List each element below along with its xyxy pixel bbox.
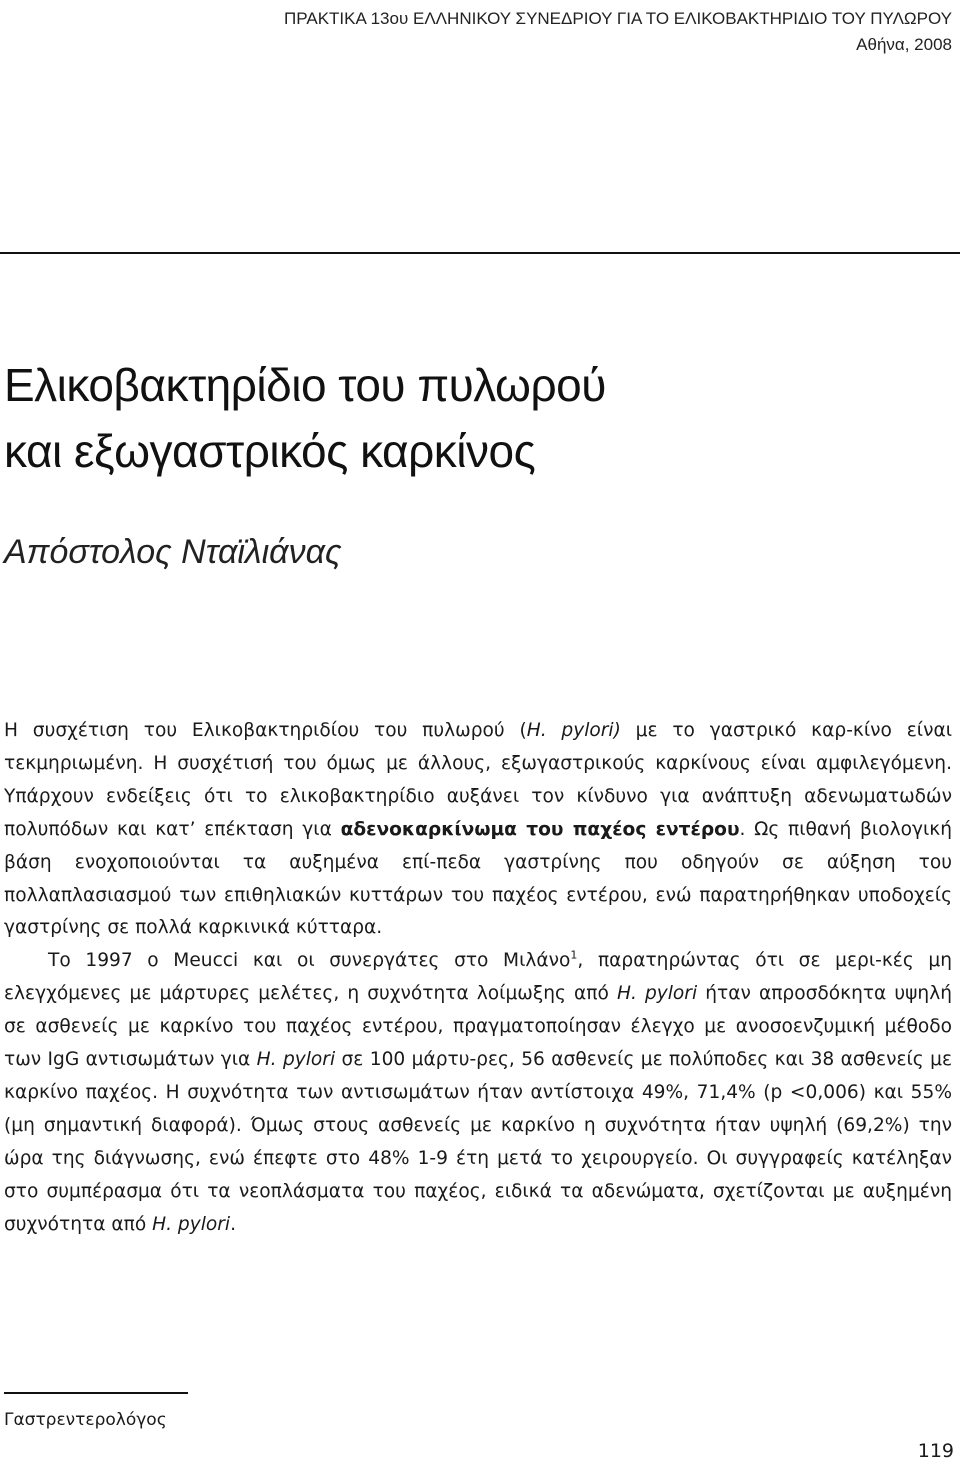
author-name: Απόστολος Νταϊλιάνας	[4, 533, 342, 571]
article-body	[4, 715, 952, 1242]
paragraph-2-text-d: σε 100 μάρτυ-ρες, 56 ασθενείς με πολύποδες και 38 ασθενείς με καρκίνο παχέος. Η συχνότητα των αντισωμάτων ήταν αντίστοιχα 49%, 71,4% (p <0,006) και 55% (μη σημαντική διαφορά). Όμως στους ασθενείς με καρκίνο η συχνότητα ήταν υψηλή (69,2%) την ώρα της διάγνωσης, ενώ έπεφτε στο 48% 1-9 έτη μετά το χειρουργείο. Οι συγγραφείς κατέληξαν στο συμπέρασμα ότι τα νεοπλάσματα του παχέος, ειδικά τα αδενώματα, σχετίζονται με αυξημένη συχνότητα από	[4, 1049, 952, 1235]
species-name: H. pylori)	[526, 720, 621, 741]
article-title	[4, 352, 606, 484]
paragraph-2-text-e: .	[230, 1213, 237, 1235]
running-header-location-date: Αθήνα, 2008	[856, 35, 952, 54]
species-name: H. pylori	[616, 983, 698, 1005]
running-header-title: ΠΡΑΚΤΙΚΑ 13ου ΕΛΛΗΝΙΚΟΥ ΣΥΝΕΔΡΙΟΥ ΓΙΑ ΤΟ ΕΛΙΚΟΒΑΚΤΗΡΙΔΙΟ ΤΟΥ ΠΥΛΩΡΟΥ	[284, 9, 952, 28]
reference-marker: 1	[570, 948, 578, 962]
species-name: H. pylori	[152, 1213, 231, 1235]
paragraph-1-text-c: . Ως πιθανή βιολογική βάση ενοχοποιούνται τα αυξημένα επί-πεδα γαστρίνης που οδηγούν σε αύξηση του πολλαπλασιασμού των επιθηλιακών κυττάρων του παχέος εντέρου, ενώ παρατηρήθηκαν υποδοχείς γαστρίνης σε πολλά καρκινικά κύτταρα.	[4, 818, 952, 939]
page-number: 119	[917, 1440, 954, 1462]
paragraph-2-text-b: , παρατηρώντας ότι σε μερι-κές μη ελεγχόμενες με μάρτυρες μελέτες, η συχνότητα λοίμωξης από	[4, 950, 952, 1005]
article-title-line-1: Ελικοβακτηρίδιο του πυλωρού	[4, 359, 606, 411]
paragraph-1-text-b: με το γαστρικό καρ-κίνο είναι τεκμηριωμένη. Η συσχέτισή του όμως με άλλους, εξωγαστρικούς καρκίνους είναι αμφιλεγόμενη. Υπάρχουν ενδείξεις ότι το ελικοβακτηρίδιο αυξάνει τον κίνδυνο για ανάπτυξη αδενωματωδών πολυπόδων και κατ’ επέκταση για	[4, 720, 953, 840]
paragraph-1-text-a: Η συσχέτιση του Ελικοβακτηριδίου του πυλωρού (	[4, 720, 527, 741]
paragraph-2-text-c: ήταν απροσδόκητα υψηλή σε ασθενείς με καρκίνο του παχέος εντέρου, πραγματοποίησαν έλεγχο με ανοσοενζυμική μέθοδο των IgG αντισωμάτων για	[4, 983, 952, 1071]
running-header	[284, 6, 952, 58]
species-name: H. pylori	[256, 1049, 336, 1071]
footnote-divider	[4, 1392, 188, 1394]
paragraph-2	[4, 945, 952, 1241]
header-divider	[0, 252, 960, 254]
paragraph-1	[4, 715, 952, 945]
author-affiliation-footnote: Γαστρεντερολόγος	[4, 1410, 167, 1430]
article-title-line-2: και εξωγαστρικός καρκίνος	[4, 425, 536, 477]
emphasis-adenocarcinoma: αδενοκαρκίνωμα του παχέος εντέρου	[340, 818, 740, 840]
paragraph-2-text-a: Το 1997 ο Meucci και οι συνεργάτες στο Μιλάνο	[48, 950, 571, 972]
